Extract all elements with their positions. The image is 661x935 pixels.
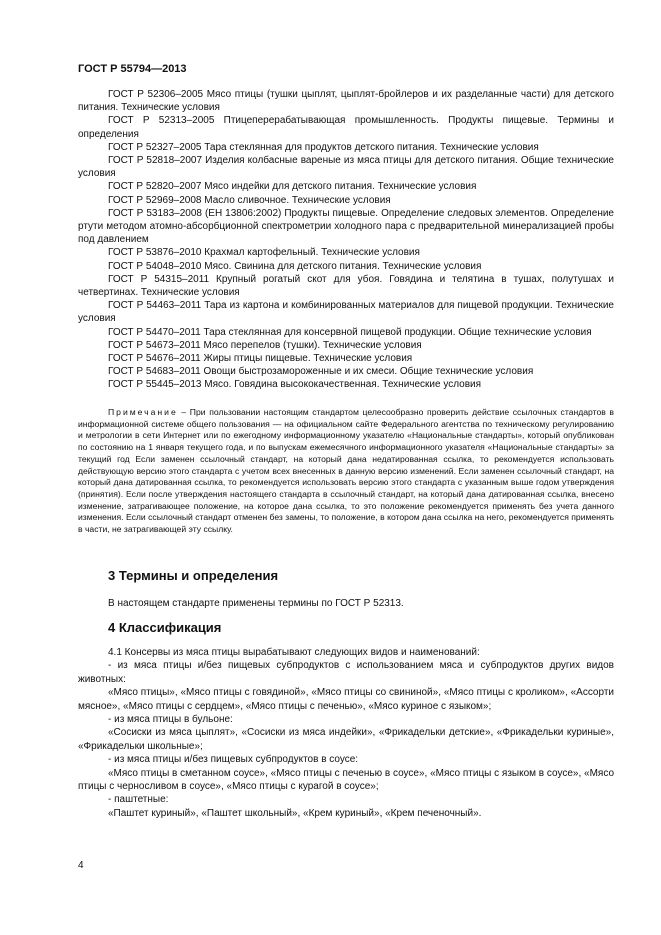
section-4-paragraph: 4.1 Консервы из мяса птицы вырабатывают следующих видов и наименований: <box>108 647 480 658</box>
note-text: – При пользовании настоящим стандартом целесообразно проверить действие ссылочных стандартов в информационной системе общего пользования — на официальном сайте Федерального агентства по техническому регулированию и метрологии в сети Интернет или по ежегодному информационному указателю «Национальные стандарты», который опубликован по состоянию на 1 января текущего года, и по выпускам ежемесячного информационного указателя «Национальные стандарты» за текущий год Если заменен ссылочный стандарт, на который дана недатированная ссылка, то рекомендуется использовать действующую версию этого стандарта с учетом всех внесенных в данную версию изменений. Если заменен ссылочный стандарт, на который дана датированная ссылка, то рекомендуется использовать версию этого стандарта с указанным выше годом утверждения (принятия). Если после утверждения настоящего стандарта в ссылочный стандарт, на который дана датированная ссылка, внесено изменение, затрагивающее положение, на которое дана ссылка, то это положение рекомендуется применять без учета данного изменения. Если ссылочный стандарт отменен без замены, то положение, в котором дана ссылка на него, рекомендуется применять в части, не затрагивающей эту ссылку. <box>78 407 614 535</box>
section-4-paragraph: - из мяса птицы и/без пищевых субпродуктов с использованием мяса и субпродуктов других видов животных: <box>78 660 614 685</box>
section-4-heading: 4 Классификация <box>108 620 222 635</box>
reference-item: ГОСТ Р 52969–2008 Масло сливочное. Технические условия <box>108 194 391 206</box>
section-4-paragraph: «Мясо птицы», «Мясо птицы с говядиной», «Мясо птицы со свининой», «Мясо птицы с кроликом», «Ассорти мясное», «Мясо птицы с сердцем», «Мясо птицы с печенью», «Мясо куриное с языком»; <box>78 687 614 712</box>
reference-item: ГОСТ Р 54683–2011 Овощи быстрозамороженные и их смеси. Общие технические условия <box>108 366 534 378</box>
section-3-text: В настоящем стандарте применены термины по ГОСТ Р 52313. <box>108 598 404 609</box>
document-header: ГОСТ Р 55794—2013 <box>78 63 187 75</box>
normative-references-list <box>78 88 614 392</box>
note-paragraph <box>78 407 614 536</box>
section-4-body <box>78 646 614 820</box>
section-4-paragraph: «Мясо птицы в сметанном соусе», «Мясо птицы с печенью в соусе», «Мясо птицы с языком в соусе», «Мясо птицы с черносливом в соусе», «Мясо птицы с курагой в соусе»; <box>78 767 615 793</box>
reference-item: ГОСТ Р 52313–2005 Птицеперерабатывающая промышленность. Продукты пищевые. Термины и определения <box>78 115 614 140</box>
reference-item: ГОСТ Р 52820–2007 Мясо индейки для детского питания. Технические условия <box>108 181 477 193</box>
reference-item: ГОСТ Р 54470–2011 Тара стеклянная для консервной пищевой продукции. Общие технические условия <box>108 326 592 338</box>
section-4-paragraph: - из мяса птицы и/без пищевых субпродуктов в соусе: <box>108 754 359 766</box>
reference-item: ГОСТ Р 54673–2011 Мясо перепелов (тушки). Технические условия <box>108 339 422 351</box>
reference-item: ГОСТ Р 54315–2011 Крупный рогатый скот для убоя. Говядина и телятина в тушах, полутушах и четвертинах. Технические условия <box>78 273 614 299</box>
reference-item: ГОСТ Р 54463–2011 Тара из картона и комбинированных материалов для пищевой продукции. Технические условия <box>78 300 614 325</box>
section-4-paragraph: «Сосиски из мяса цыплят», «Сосиски из мяса индейки», «Фрикадельки детские», «Фрикадельки куриные», «Фрикадельки школьные»; <box>78 727 614 752</box>
reference-item: ГОСТ Р 53183–2008 (ЕН 13806:2002) Продукты пищевые. Определение следовых элементов. Определение ртути методом атомно-абсорбционной спектрометрии холодного пара с предварительной минерализацией пробы под давлением <box>78 207 614 246</box>
reference-item: ГОСТ Р 54676–2011 Жиры птицы пищевые. Технические условия <box>108 353 413 365</box>
section-4-paragraph: - из мяса птицы в бульоне: <box>108 714 233 726</box>
section-4-paragraph: «Паштет куриный», «Паштет школьный», «Крем куриный», «Крем печеночный». <box>108 807 482 819</box>
reference-item: ГОСТ Р 52306–2005 Мясо птицы (тушки цыплят, цыплят-бройлеров и их разделанные части) для детского питания. Технические условия <box>78 89 614 114</box>
reference-item: ГОСТ Р 54048–2010 Мясо. Свинина для детского питания. Технические условия <box>108 260 482 272</box>
reference-item: ГОСТ Р 52818–2007 Изделия колбасные вареные из мяса птицы для детского питания. Общие технические условия <box>78 155 614 180</box>
page-number: 4 <box>78 860 84 871</box>
section-4-paragraph: - паштетные: <box>108 794 169 806</box>
reference-item: ГОСТ Р 55445–2013 Мясо. Говядина высококачественная. Технические условия <box>108 379 482 391</box>
reference-item: ГОСТ Р 53876–2010 Крахмал картофельный. Технические условия <box>108 247 420 259</box>
note-label: Примечание <box>108 407 178 417</box>
reference-item: ГОСТ Р 52327–2005 Тара стеклянная для продуктов детского питания. Технические условия <box>108 141 539 153</box>
section-3-heading: 3 Термины и определения <box>108 568 279 583</box>
